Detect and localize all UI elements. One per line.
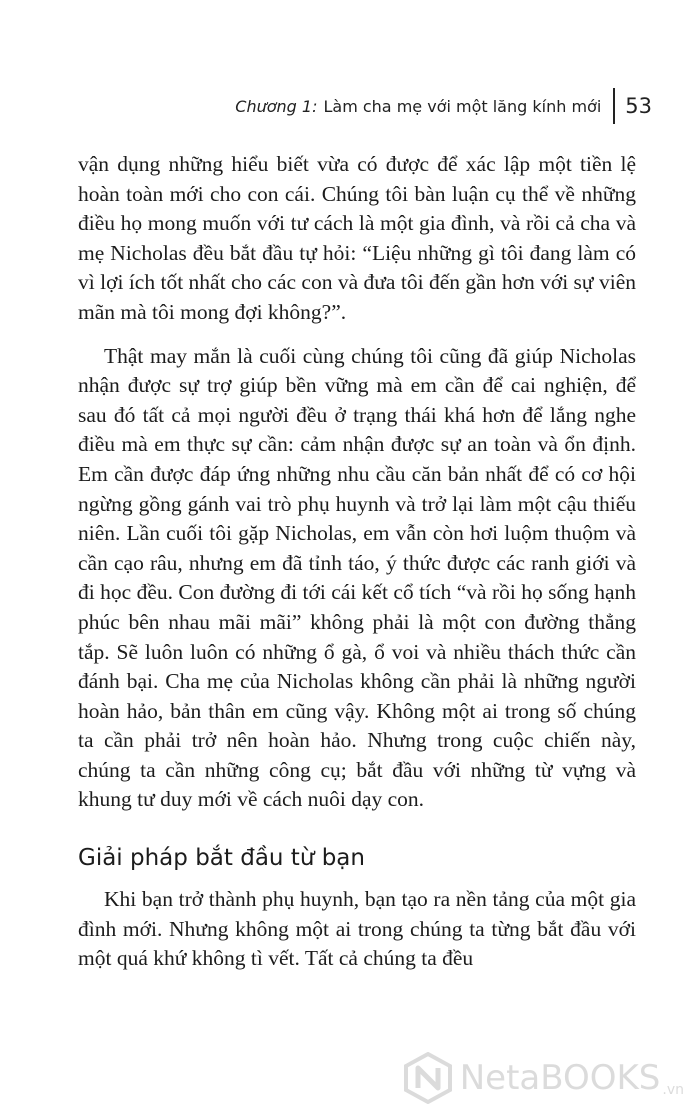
chapter-label: Chương 1: bbox=[235, 96, 318, 116]
watermark-suffix: .vn bbox=[662, 1082, 684, 1098]
paragraph: Khi bạn trở thành phụ huynh, bạn tạo ra nền tảng của một gia đình mới. Nhưng không một ai trong chúng ta từng bắt đầu với một quá khứ không tì vết. Tất cả chúng ta đều bbox=[78, 887, 636, 971]
chapter-title-text: Làm cha mẹ với một lăng kính mới bbox=[323, 96, 602, 116]
paragraph: Thật may mắn là cuối cùng chúng tôi cũng đã giúp Nicholas nhận được sự trợ giúp bền vững mà em cần để cai nghiện, để sau đó tất cả mọi người đều ở trạng thái khá hơn để lắng nghe điều mà em thực sự cần: cảm nhận được sự an toàn và ổn định. Em cần được đáp ứng những nhu cầu căn bản nhất để có cơ hội ngừng gồng gánh vai trò phụ huynh và trở lại làm một cậu thiếu niên. Lần cuối tôi gặp Nicholas, em vẫn còn hơi luộm thuộm và cần cạo râu, nhưng em đã tỉnh táo, ý thức được các ranh giới và đi học đều. Con đường đi tới cái kết cổ tích “và rồi họ sống hạnh phúc bên nhau mãi mãi” không phải là một con đường thẳng tắp. Sẽ luôn luôn có những ổ gà, ổ voi và nhiều thách thức cần đánh bại. Cha mẹ của Nicholas không cần phải là những người hoàn hảo, bản thân em cũng vậy. Không một ai trong số chúng ta cần phải trở nên hoàn hảo. Nhưng trong cuộc chiến này, chúng ta cần những công cụ; bắt đầu với những từ vựng và khung tư duy mới về cách nuôi dạy con. bbox=[78, 343, 636, 812]
section-heading: Giải pháp bắt đầu từ bạn bbox=[78, 845, 365, 872]
netabooks-logo-icon bbox=[402, 1052, 454, 1104]
page-body bbox=[78, 150, 636, 974]
header-divider bbox=[613, 88, 615, 124]
watermark-brand: NetaBOOKS bbox=[459, 1058, 661, 1098]
paragraph-continued: vận dụng những hiểu biết vừa có được để xác lập một tiền lệ hoàn toàn mới cho con cái. Chúng tôi bàn luận cụ thể về những điều họ mong muốn với tư cách là một gia đình, và rồi cả cha và mẹ Nicholas đều bắt đầu tự hỏi: “Liệu những gì tôi đang làm có vì lợi ích tốt nhất cho các con và đưa tôi đến gần hơn với sự viên mãn mà tôi mong đợi không?”. bbox=[78, 152, 636, 324]
page-number: 53 bbox=[625, 94, 652, 118]
chapter-title bbox=[235, 97, 601, 116]
running-header bbox=[235, 86, 652, 126]
watermark bbox=[402, 1052, 684, 1104]
